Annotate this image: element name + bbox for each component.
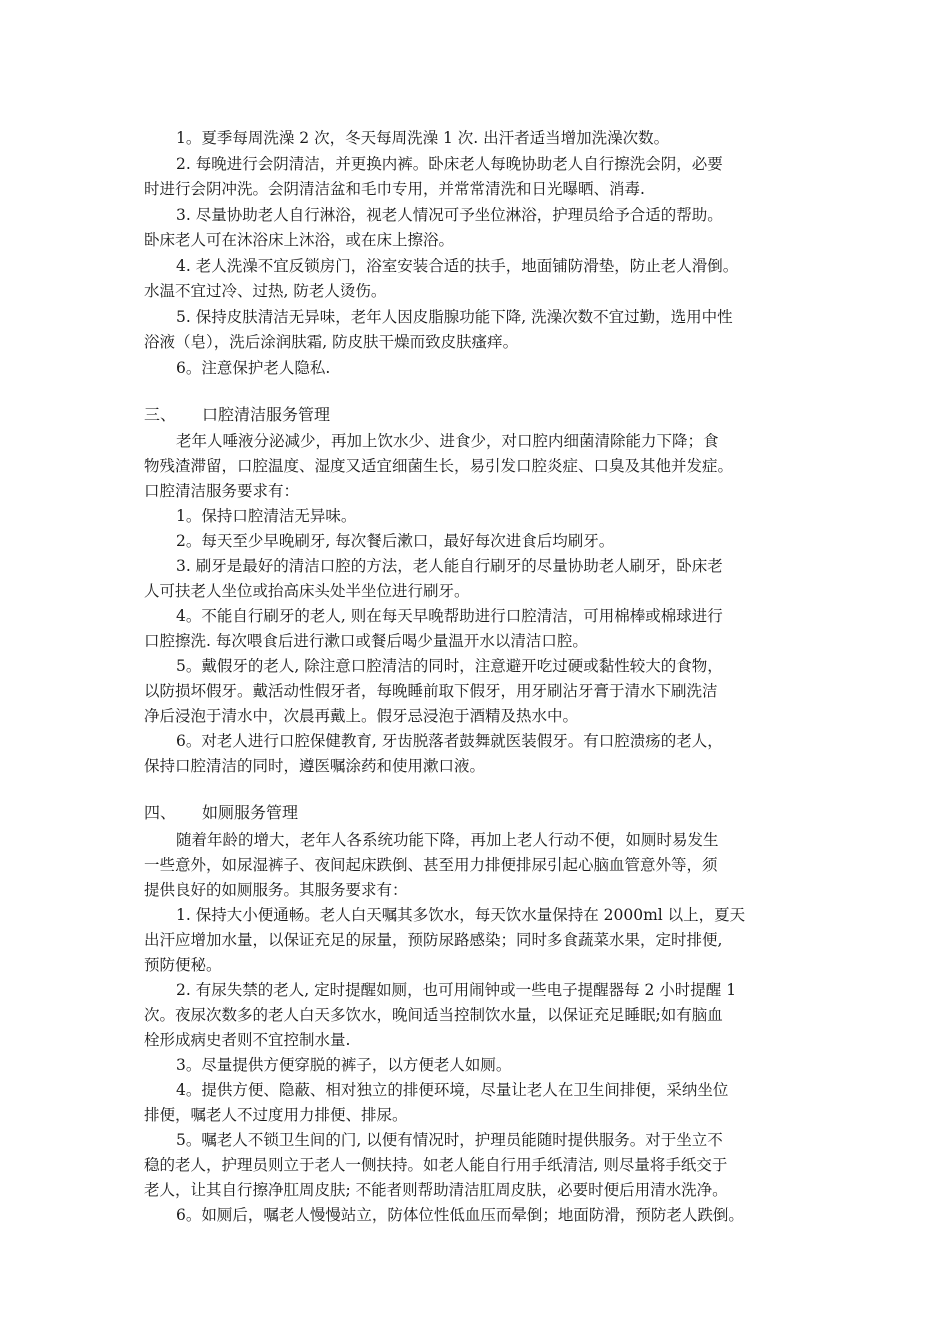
bathing-item-1: 1。夏季每周洗澡 2 次，冬天每周洗澡 1 次. 出汗者适当增加洗澡次数。: [176, 129, 670, 147]
toilet-item-2: 2. 有尿失禁的老人, 定时提醒如厕，也可用闹钟或一些电子提醒器每 2 小时提醒 1: [176, 981, 737, 999]
toilet-item-5-cont-2: 老人，让其自行擦净肛周皮肤; 不能者则帮助清洁肛周皮肤，必要时便后用清水洗净。: [144, 1181, 728, 1199]
section-title: 口腔清洁服务管理: [202, 405, 331, 424]
oral-item-6-cont: 保持口腔清洁的同时，遵医嘱涂药和使用漱口液。: [144, 757, 486, 775]
toilet-item-2-cont-2: 栓形成病史者则不宜控制水量.: [144, 1031, 351, 1049]
toilet-item-3: 3。尽量提供方便穿脱的裤子，以方便老人如厕。: [176, 1056, 512, 1074]
bathing-item-2: 2. 每晚进行会阴清洁，并更换内裤。卧床老人每晚协助老人自行擦洗会阴，必要: [176, 155, 723, 173]
oral-item-3-cont: 人可扶老人坐位或抬高床头处半坐位进行刷牙。: [144, 582, 470, 600]
oral-item-1: 1。保持口腔清洁无异味。: [176, 507, 357, 525]
oral-item-2: 2。每天至少早晚刷牙, 每次餐后漱口，最好每次进食后均刷牙。: [176, 532, 615, 550]
section-number: 三、: [144, 405, 177, 424]
toilet-intro-3: 提供良好的如厕服务。其服务要求有：: [144, 881, 408, 899]
bathing-item-6: 6。注意保护老人隐私.: [176, 359, 331, 377]
toilet-item-1-cont-2: 预防便秘。: [144, 956, 222, 974]
toilet-item-2-cont-1: 次。夜尿次数多的老人白天多饮水，晚间适当控制饮水量，以保证充足睡眠;如有脑血: [144, 1006, 723, 1024]
section-heading-oral: [144, 403, 330, 427]
bathing-item-3: 3. 尽量协助老人自行淋浴，视老人情况可予坐位淋浴，护理员给予合适的帮助。: [176, 206, 723, 224]
oral-item-5-cont-2: 净后浸泡于清水中，次晨再戴上。假牙忌浸泡于酒精及热水中。: [144, 707, 579, 725]
toilet-item-4-cont: 排便，嘱老人不过度用力排便、排尿。: [144, 1106, 408, 1124]
bathing-item-2-cont: 时进行会阴冲洗。会阴清洁盆和毛巾专用，并常常清洗和日光曝晒、消毒.: [144, 180, 645, 198]
toilet-item-1: 1. 保持大小便通畅。老人白天嘱其多饮水，每天饮水量保持在 2000ml 以上，夏天: [176, 906, 746, 924]
bathing-item-4-cont: 水温不宜过冷、过热, 防老人烫伤。: [144, 282, 387, 300]
bathing-item-4: 4. 老人洗澡不宜反锁房门，浴室安装合适的扶手，地面铺防滑垫，防止老人滑倒。: [176, 257, 739, 275]
toilet-item-4: 4。提供方便、隐蔽、相对独立的排便环境，尽量让老人在卫生间排便，采纳坐位: [176, 1081, 729, 1099]
section-title: 如厕服务管理: [202, 803, 299, 822]
oral-item-5-cont-1: 以防损坏假牙。戴活动性假牙者，每晚睡前取下假牙，用牙刷沾牙膏于清水下刷洗洁: [144, 682, 718, 700]
toilet-item-5: 5。嘱老人不锁卫生间的门, 以便有情况时，护理员能随时提供服务。对于坐立不: [176, 1131, 723, 1149]
oral-intro-1: 老年人唾液分泌减少，再加上饮水少、进食少，对口腔内细菌清除能力下降；食: [176, 432, 719, 450]
section-number: 四、: [144, 803, 177, 822]
oral-intro-3: 口腔清洁服务要求有：: [144, 482, 300, 500]
toilet-intro-2: 一些意外，如尿湿裤子、夜间起床跌倒、甚至用力排便排尿引起心脑血管意外等，须: [144, 856, 718, 874]
section-heading-toilet: [144, 801, 298, 825]
toilet-item-5-cont-1: 稳的老人，护理员则立于老人一侧扶持。如老人能自行用手纸清洁, 则尽量将手纸交于: [144, 1156, 728, 1174]
toilet-intro-1: 随着年龄的增大，老年人各系统功能下降，再加上老人行动不便，如厕时易发生: [176, 831, 719, 849]
oral-item-6: 6。对老人进行口腔保健教育, 牙齿脱落者鼓舞就医装假牙。有口腔溃疡的老人，: [176, 732, 723, 750]
oral-item-4-cont: 口腔擦洗. 每次喂食后进行漱口或餐后喝少量温开水以清洁口腔。: [144, 632, 588, 650]
oral-item-5: 5。戴假牙的老人, 除注意口腔清洁的同时，注意避开吃过硬或黏性较大的食物，: [176, 657, 723, 675]
oral-item-3: 3. 刷牙是最好的清洁口腔的方法，老人能自行刷牙的尽量协助老人刷牙，卧床老: [176, 557, 723, 575]
bathing-item-5-cont: 浴液（皂），洗后涂润肤霜, 防皮肤干燥而致皮肤瘙痒。: [144, 333, 519, 351]
toilet-item-6: 6。如厕后，嘱老人慢慢站立，防体位性低血压而晕倒；地面防滑，预防老人跌倒。: [176, 1206, 744, 1224]
oral-intro-2: 物残渣滞留，口腔温度、湿度又适宜细菌生长，易引发口腔炎症、口臭及其他并发症。: [144, 457, 734, 475]
bathing-item-3-cont: 卧床老人可在沐浴床上沐浴，或在床上擦浴。: [144, 231, 455, 249]
oral-item-4: 4。不能自行刷牙的老人, 则在每天早晚帮助进行口腔清洁，可用棉棒或棉球进行: [176, 607, 723, 625]
bathing-item-5: 5. 保持皮肤清洁无异味，老年人因皮脂腺功能下降, 洗澡次数不宜过勤，选用中性: [176, 308, 733, 326]
toilet-item-1-cont-1: 出汗应增加水量，以保证充足的尿量，预防尿路感染；同时多食蔬菜水果，定时排便,: [144, 931, 723, 949]
